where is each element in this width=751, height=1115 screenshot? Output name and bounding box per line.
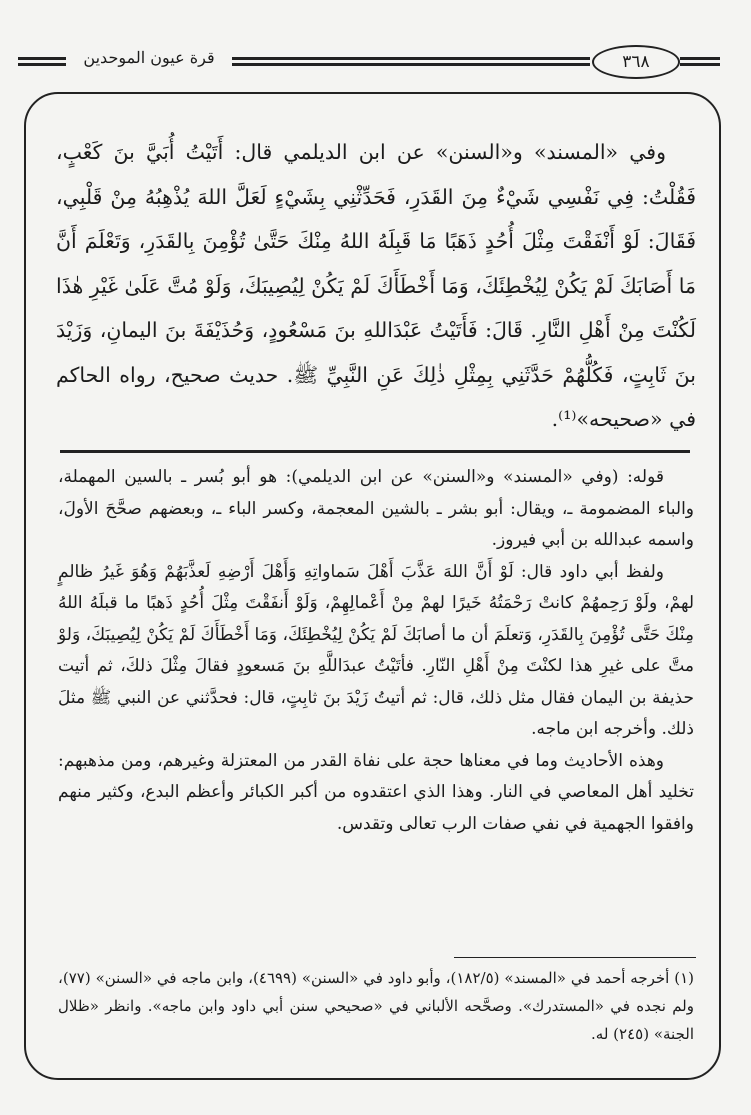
main-hadith-text (56, 130, 696, 442)
header-rule (232, 57, 590, 60)
header-rule (680, 57, 720, 60)
hadith-paragraph: وفي «المسند» و«السنن» عن ابن الديلمي قال: أَتَيْتُ أُبَيَّ بنَ كَعْبٍ، فَقُلْتُ: فِي نَفْسِي شَيْءٌ مِنَ القَدَرِ، فَحَدِّثْنِي بِشَيْءٍ لَعَلَّ اللهَ يُذْهِبُهُ مِنْ قَلْبِي، فَقَالَ: لَوْ أَنْفَقْتَ مِثْلَ أُحُدٍ ذَهَبًا مَا قَبِلَهُ اللهُ مِنْكَ حَتَّىٰ تُؤْمِنَ بِالقَدَرِ، وَتَعْلَمَ أَنَّ مَا أَصَابَكَ لَمْ يَكُنْ لِيُخْطِئَكَ، وَمَا أَخْطَأَكَ لَمْ يَكُنْ لِيُصِيبَكَ، وَلَوْ مُتَّ عَلَىٰ غَيْرِ هٰذَا لَكُنْتَ مِنْ أَهْلِ النَّارِ. قَالَ: فَأَتَيْتُ عَبْدَاللهِ بنَ مَسْعُودٍ، وَحُذَيْفَةَ بنَ اليمانِ، وَزَيْدَ بنَ ثَابِتٍ، فَكُلُّهُمْ حَدَّثَنِي بِمِثْلِ ذٰلِكَ عَنِ النَّبِيِّ ﷺ. حديث صحيح، رواه الحاكم في «صحيحه»⁽¹⁾. (56, 140, 696, 431)
commentary-paragraph-1: قوله: (وفي «المسند» و«السنن» عن ابن الديلمي): هو أبو بُسر ـ بالسين المهملة، والباء المضمومة ـ، ويقال: أبو بشر ـ بالشين المعجمة، وكسر الباء ـ، وبعضهم صحَّحَ الأولَ، واسمه عبدالله بن أبي فيروز. (58, 467, 694, 550)
footnote-rule (454, 957, 696, 958)
header-rule (18, 57, 66, 60)
page-number: ٣٦٨ (592, 45, 680, 79)
page-header (10, 42, 730, 86)
footnote-text: (١) أخرجه أحمد في «المسند» (١٨٢/٥)، وأبو داود في «السنن» (٤٦٩٩)، وابن ماجه في «السنن» (٧٧)، ولم نجده في «المستدرك». وصحَّحه الألباني في «صحيحي سنن أبي داود وابن ماجه». وانظر «ظلال الجنة» (٢٤٥) له. (58, 969, 695, 1043)
header-rule (18, 63, 66, 66)
book-title: قرة عيون الموحدين (83, 48, 215, 67)
commentary-paragraph-3: وهذه الأحاديث وما في معناها حجة على نفاة القدر من المعتزلة وغيرهم، ومن مذهبهم: تخليد أهل المعاصي في النار. وهذا الذي اعتقدوه من أكبر الكبائر وأعظم البدع، وكثير منهم وافقوا الجهمية في نفي صفات الرب تعالى وتقدس. (58, 750, 694, 834)
footnote (58, 964, 694, 1048)
header-rule (680, 63, 720, 66)
commentary (58, 462, 694, 840)
section-divider (60, 450, 690, 453)
header-rule (232, 63, 590, 66)
commentary-paragraph-2: ولفظ أبي داود قال: لَوْ أَنَّ اللهَ عَذَّبَ أَهْلَ سَماواتِهِ وَأَهْلَ أَرْضِهِ لَعذَّبَهُمْ وَهُوَ غَيرُ ظالمٍ لهمْ، ولَوْ رَحِمهُمْ كانتْ رَحْمَتُهُ خَيرًا لهمْ مِنْ أَعْمالِهِمْ، وَلَوْ أَنفَقْتَ مِثْلَ أُحُدٍ ذَهبًا ما قبلَهُ اللهُ مِنْكَ حَتَّى تُؤْمِنَ بِالقَدَرِ، وَتعلَمَ أن ما أصابَكَ لَمْ يَكُنْ لِيُخْطِئَكَ، وَمَا أَخْطَأَكَ لَمْ يَكُنْ لِيُصِيبَكَ، وَلوْ متَّ على غيرِ هذا لكنْتَ مِنْ أَهْلِ النّارِ. فأتَيْتُ عبدَاللَّهِ بنَ مَسعودٍ فقالَ مِثْلَ ذلكَ، ثم أتيت حذيفة بن اليمان فقال مثل ذلك، قال: ثم أتيتُ زَيْدَ بنَ ثابِتٍ، قال: فحدَّثني عن النبي ﷺ مثلَ ذلك. وأخرجه ابن ماجه. (58, 561, 694, 739)
